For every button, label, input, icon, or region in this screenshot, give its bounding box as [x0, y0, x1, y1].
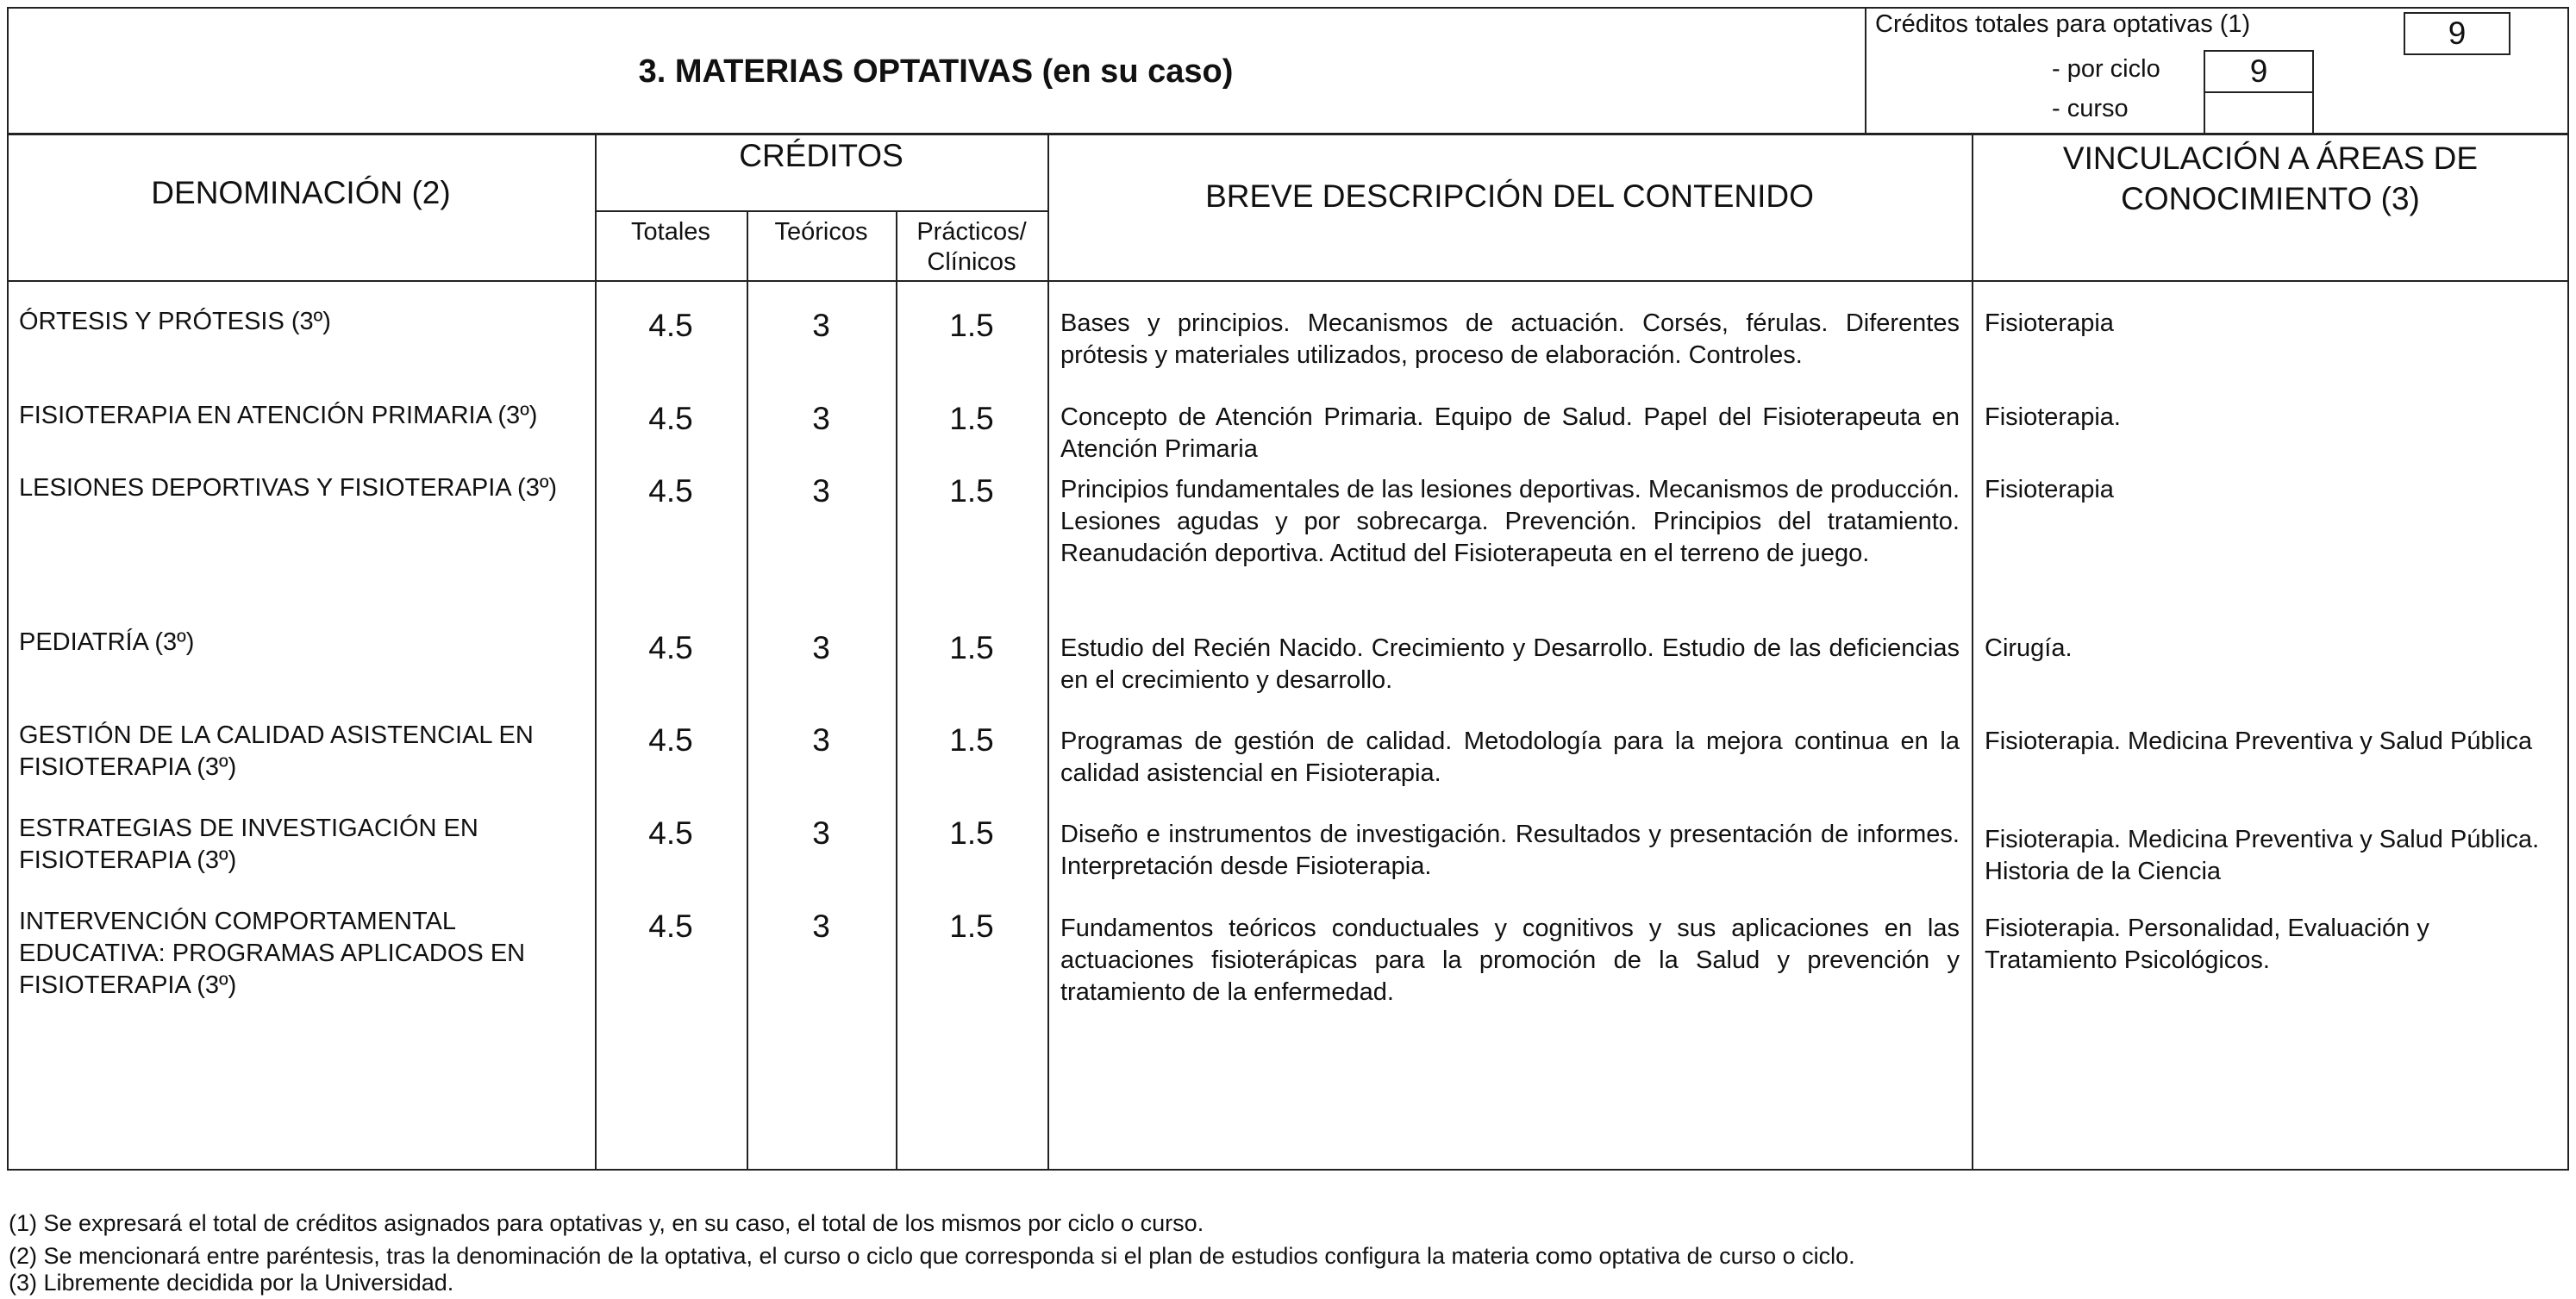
table-row-theory: 3	[812, 401, 830, 436]
credits-subheader-line	[595, 210, 1047, 212]
table-row-total: 4.5	[648, 473, 693, 509]
table-row-practice: 1.5	[949, 473, 994, 509]
table-row-name: GESTIÓN DE LA CALIDAD ASISTENCIAL EN FISIOTERAPIA (3º)	[19, 721, 534, 781]
table-row-description: Concepto de Atención Primaria. Equipo de Salud. Papel del Fisioterapeuta en Atención Primaria	[1060, 403, 1960, 463]
table-row-practice: 1.5	[949, 308, 994, 343]
table-row-name: INTERVENCIÓN COMPORTAMENTAL EDUCATIVA: PROGRAMAS APLICADOS EN FISIOTERAPIA (3º)	[19, 908, 526, 999]
table-row-name: ESTRATEGIAS DE INVESTIGACIÓN EN FISIOTERAPIA (3º)	[19, 815, 478, 874]
table-row-description: Principios fundamentales de las lesiones deportivas. Mecanismos de producción. Lesiones agudas y por sobrecarga. Prevención. Principios del tratamiento. Reanudación deportiva. Actitud del Fisioterapeuta en el terreno de juego.	[1060, 476, 1960, 567]
col-header-areas-line1: VINCULACIÓN A ÁREAS DE	[2062, 141, 2479, 176]
col-divider-desc	[1972, 134, 1973, 1171]
table-row-name: FISIOTERAPIA EN ATENCIÓN PRIMARIA (3º)	[19, 402, 538, 429]
credits-total-box: 9	[2404, 12, 2510, 55]
table-row-description: Diseño e instrumentos de investigación. Resultados y presentación de informes. Interpretación desde Fisioterapia.	[1060, 821, 1960, 880]
col-header-practice-line2: Clínicos	[927, 248, 1016, 276]
table-row-practice: 1.5	[949, 722, 994, 758]
table-row-description: Estudio del Recién Nacido. Crecimiento y Desarrollo. Estudio de las deficiencias en el crecimiento y desarrollo.	[1060, 634, 1960, 694]
table-row-practice: 1.5	[949, 401, 994, 436]
table-row-total: 4.5	[648, 630, 693, 665]
table-row-theory: 3	[812, 909, 830, 944]
col-header-description: BREVE DESCRIPCIÓN DEL CONTENIDO	[1205, 178, 1814, 214]
table-row-name: LESIONES DEPORTIVAS Y FISIOTERAPIA (3º)	[19, 474, 558, 502]
table-row-theory: 3	[812, 722, 830, 758]
col-header-practice-line1: Prácticos/	[916, 218, 1027, 246]
header-bottom-line	[7, 280, 2569, 282]
table-row-practice: 1.5	[949, 815, 994, 851]
table-row-practice: 1.5	[949, 909, 994, 944]
table-row-name: ÓRTESIS Y PRÓTESIS (3º)	[19, 308, 331, 335]
table-row-total: 4.5	[648, 308, 693, 343]
table-row-area: Fisioterapia	[1985, 476, 2114, 503]
table-row-theory: 3	[812, 473, 830, 509]
table-row-practice: 1.5	[949, 630, 994, 665]
table-row-theory: 3	[812, 815, 830, 851]
footnote: (2) Se mencionará entre paréntesis, tras la denominación de la optativa, el curso o ciclo que corresponda si el plan de estudios configura la materia como optativa de curso o ciclo.	[9, 1243, 1855, 1269]
per-cycle-label: - por ciclo	[2052, 55, 2160, 83]
table-row-total: 4.5	[648, 401, 693, 436]
table-row-area: Fisioterapia. Medicina Preventiva y Salud Pública	[1985, 728, 2533, 755]
course-box	[2204, 91, 2314, 134]
footnote: (3) Libremente decidida por la Universidad.	[9, 1270, 454, 1296]
col-header-areas	[1972, 138, 2569, 219]
table-row-name: PEDIATRÍA (3º)	[19, 628, 195, 656]
table-row-total: 4.5	[648, 815, 693, 851]
table-row-total: 4.5	[648, 722, 693, 758]
table-row-theory: 3	[812, 630, 830, 665]
table-row-theory: 3	[812, 308, 830, 343]
course-label: - curso	[2052, 95, 2129, 122]
col-header-name: DENOMINACIÓN (2)	[151, 175, 451, 210]
table-row-description: Fundamentos teóricos conductuales y cognitivos y sus aplicaciones en las actuaciones fisioterápicas para la promoción de la Salud y prevención y tratamiento de la enfermedad.	[1060, 915, 1960, 1006]
col-divider-theory	[896, 211, 897, 1171]
table-row-description: Bases y principios. Mecanismos de actuación. Corsés, férulas. Diferentes prótesis y materiales utilizados, proceso de elaboración. Controles.	[1060, 309, 1960, 369]
credits-total-label: Créditos totales para optativas (1)	[1875, 10, 2251, 38]
table-row-total: 4.5	[648, 909, 693, 944]
table-row-area: Fisioterapia	[1985, 309, 2114, 337]
col-header-practice	[896, 217, 1047, 278]
col-divider-credits	[1047, 134, 1049, 1171]
header-divider	[1865, 7, 1866, 134]
col-divider-totals	[747, 211, 748, 1171]
table-row-area: Fisioterapia. Personalidad, Evaluación y Tratamiento Psicológicos.	[1985, 915, 2429, 974]
table-row-area: Cirugía.	[1985, 634, 2073, 662]
table-row-area: Fisioterapia.	[1985, 403, 2121, 431]
table-row-area: Fisioterapia. Medicina Preventiva y Salud Pública. Historia de la Ciencia	[1985, 826, 2540, 885]
table-row-description: Programas de gestión de calidad. Metodología para la mejora continua en la calidad asistencial en Fisioterapia.	[1060, 728, 1960, 787]
col-header-credits: CRÉDITOS	[739, 138, 903, 173]
col-header-totals: Totales	[631, 218, 710, 246]
col-header-areas-line2: CONOCIMIENTO (3)	[2121, 181, 2420, 216]
per-cycle-box: 9	[2204, 50, 2314, 93]
footnote: (1) Se expresará el total de créditos asignados para optativas y, en su caso, el total de los mismos por ciclo o curso.	[9, 1210, 1204, 1236]
page-title: 3. MATERIAS OPTATIVAS (en su caso)	[638, 53, 1234, 90]
col-header-theory: Teóricos	[774, 218, 868, 246]
